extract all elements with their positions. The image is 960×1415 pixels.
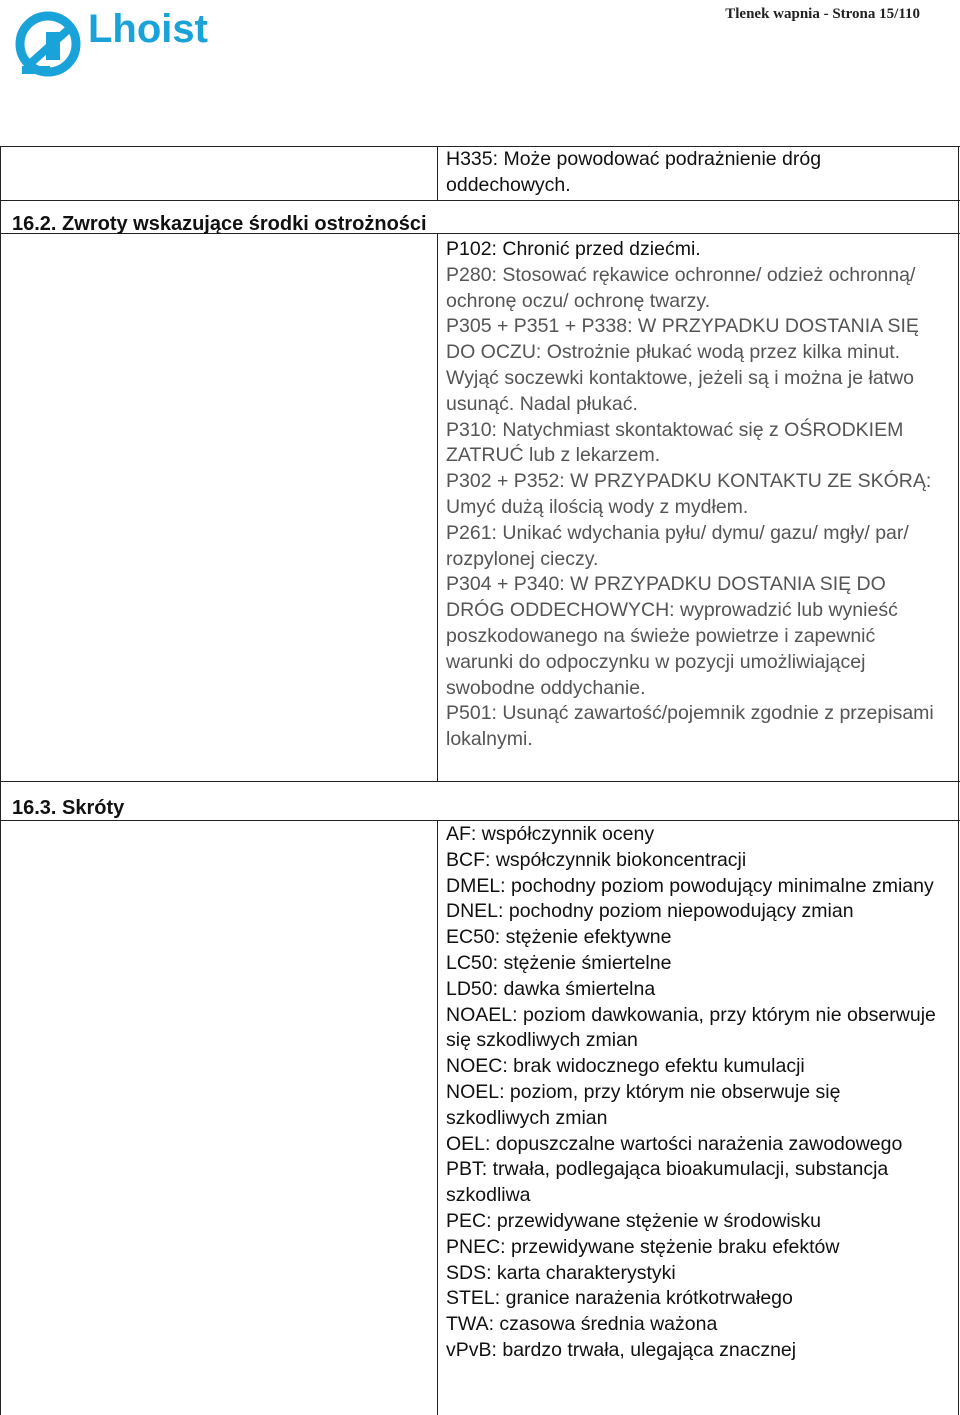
list-item: PEC: przewidywane stężenie w środowisku (446, 1209, 821, 1232)
list-item: DMEL: pochodny poziom powodujący minimalne zmiany (446, 874, 934, 897)
row-border (0, 820, 960, 821)
precautionary-statements-list (446, 237, 946, 753)
list-item: vPvB: bardzo trwała, ulegająca znacznej (446, 1338, 797, 1361)
column-border (958, 146, 959, 1415)
list-item: DNEL: pochodny poziom niepowodujący zmian (446, 900, 854, 923)
svg-text:Lhoist: Lhoist (88, 7, 208, 51)
list-item: P501: Usunąć zawartość/pojemnik zgodnie z przepisami lokalnymi. (446, 702, 934, 751)
list-item: BCF: współczynnik biokoncentracji (446, 848, 747, 871)
list-item: PNEC: przewidywane stężenie braku efektów (446, 1235, 840, 1258)
list-item: LC50: stężenie śmiertelne (446, 951, 672, 974)
abbreviations-list (446, 822, 946, 1364)
hazard-statement: H335: Może powodować podrażnienie dróg oddechowych. (446, 148, 822, 196)
list-item: P305 + P351 + P338: W PRZYPADKU DOSTANIA SIĘ DO OCZU: Ostrożnie płukać wodą przez kilka minut. Wyjąć soczewki kontaktowe, jeżeli są i można je łatwo usunąć. Nadal płukać. (446, 315, 919, 415)
list-item: P261: Unikać wdychania pyłu/ dymu/ gazu/ mgły/ par/ rozpylonej cieczy. (446, 521, 909, 570)
list-item: AF: współczynnik oceny (446, 823, 655, 845)
list-item: NOEC: brak widocznego efektu kumulacji (446, 1055, 805, 1078)
list-item: SDS: karta charakterystyki (446, 1261, 676, 1284)
row-border (0, 200, 960, 201)
list-item: NOEL: poziom, przy którym nie obserwuje się szkodliwych zmian (446, 1080, 841, 1129)
page-header: Tlenek wapnia - Strona 15/110 (725, 6, 920, 22)
section-title-16-3: 16.3. Skróty (12, 797, 125, 819)
row-border (0, 781, 960, 782)
list-item: LD50: dawka śmiertelna (446, 977, 656, 1000)
list-item: P304 + P340: W PRZYPADKU DOSTANIA SIĘ DO DRÓG ODDECHOWYCH: wyprowadzić lub wynieść poszkodowanego na świeże powietrze i zapewnić warunki do odpoczynku w pozycji umożliwiającej swobodne oddychanie. (446, 573, 898, 699)
column-border (0, 146, 1, 1415)
list-item: P102: Chronić przed dziećmi. (446, 238, 701, 260)
list-item: P310: Natychmiast skontaktować się z OŚRODKIEM ZATRUĆ lub z lekarzem. (446, 418, 904, 467)
column-border (437, 820, 438, 1415)
list-item: TWA: czasowa średnia ważona (446, 1313, 718, 1336)
list-item: PBT: trwała, podlegająca bioakumulacji, substancja szkodliwa (446, 1158, 889, 1207)
list-item: P280: Stosować rękawice ochronne/ odzież ochronną/ ochronę oczu/ ochronę twarzy. (446, 263, 916, 312)
column-border (437, 146, 438, 201)
list-item: EC50: stężenie efektywne (446, 926, 672, 949)
list-item: P302 + P352: W PRZYPADKU KONTAKTU ZE SKÓRĄ: Umyć dużą ilością wody z mydłem. (446, 470, 932, 518)
column-border (437, 233, 438, 782)
list-item: OEL: dopuszczalne wartości narażenia zawodowego (446, 1132, 903, 1155)
list-item: NOAEL: poziom dawkowania, przy którym nie obserwuje się szkodliwych zmian (446, 1003, 936, 1052)
section-title-16-2: 16.2. Zwroty wskazujące środki ostrożności (12, 213, 427, 235)
list-item: STEL: granice narażenia krótkotrwałego (446, 1287, 793, 1310)
